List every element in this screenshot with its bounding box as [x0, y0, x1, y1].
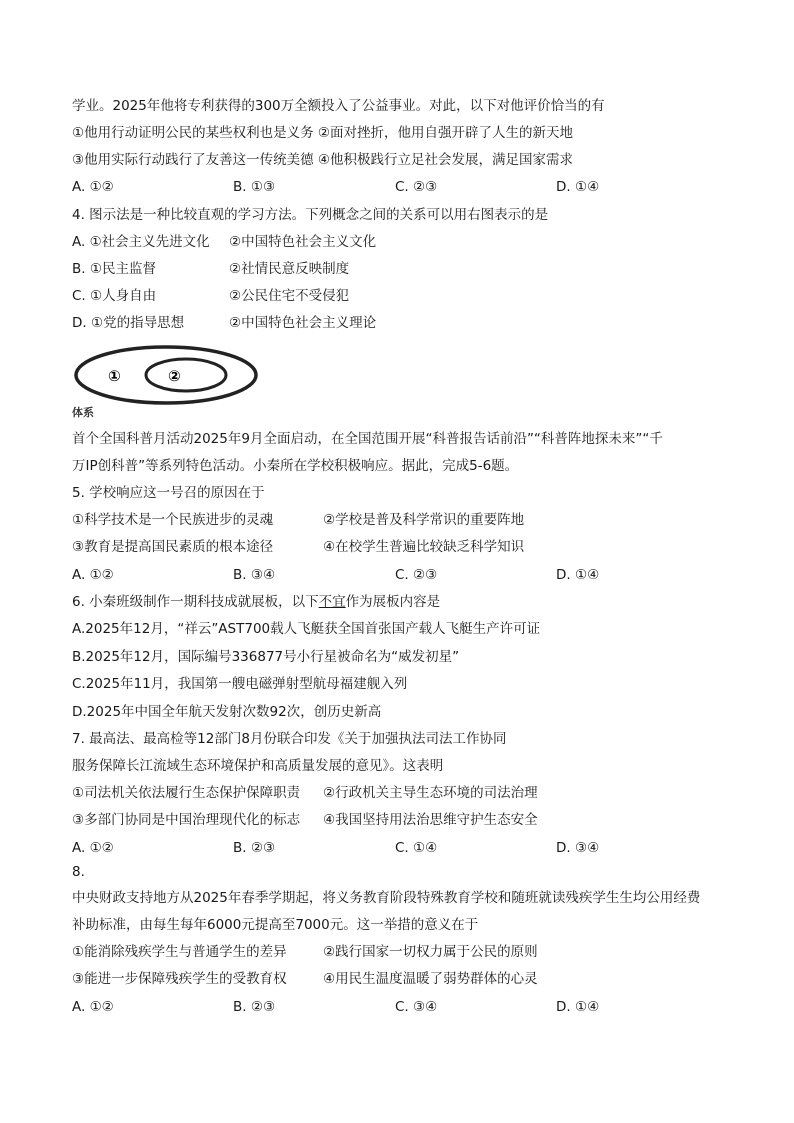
q4-choice-a-left: A. ①社会主义先进文化: [72, 234, 210, 250]
q6-stem-part: 作为展板内容是: [345, 594, 441, 610]
passage-line: 首个全国科普月活动2025年9月全面启动，在全国范围开展“科普报告话前沿”“科普阵地探未来”“千: [72, 431, 663, 447]
option-d: D. ①④: [556, 179, 600, 195]
option-d: D. ③④: [556, 840, 600, 856]
option-a: A. ①②: [72, 179, 114, 195]
q6-stem-part: 6. 小秦班级制作一期科技成就展板，以下: [72, 594, 319, 610]
q8-statement-2: ②践行国家一切权力属于公民的原则: [323, 944, 538, 960]
question-8-stem: 中央财政支持地方从2025年春季学期起，将义务教育阶段特殊教育学校和随班就读残疾学生生均公用经费: [72, 890, 701, 906]
q6-choice-a: A.2025年12月，“祥云”AST700载人飞艇获全国首张国产载人飞艇生产许可证: [72, 621, 541, 637]
answer-options: [72, 566, 732, 584]
q7-statement-4: ④我国坚持用法治思维守护生态安全: [323, 812, 538, 828]
option-c: C. ③④: [395, 999, 438, 1015]
question-6-stem: [72, 593, 440, 611]
question-7-stem: 服务保障长江流域生态环境保护和高质量发展的意见》。这表明: [72, 758, 444, 774]
option-c: C. ②③: [395, 179, 438, 195]
outer-ellipse: [76, 347, 256, 403]
option-d: D. ①④: [556, 567, 600, 583]
q7-statements-row: [72, 784, 672, 802]
passage-line: 万IP创科普”等系列特色活动。小秦所在学校积极响应。据此，完成5-6题。: [72, 458, 519, 474]
question-7-stem: 7. 最高法、最高检等12部门8月份联合印发《关于加强执法司法工作协同: [72, 731, 507, 747]
q7-statement-2: ②行政机关主导生态环境的司法治理: [323, 785, 538, 801]
q8-statements-row: [72, 943, 672, 961]
option-b: B. ①③: [233, 179, 276, 195]
question-4-stem: 4. 图示法是一种比较直观的学习方法。下列概念之间的关系可以用右图表示的是: [72, 207, 549, 223]
q4-choice-c-right: ②公民住宅不受侵犯: [229, 288, 350, 304]
answer-options: [72, 998, 732, 1016]
q4-choice-d-right: ②中国特色社会主义理论: [229, 315, 377, 331]
answer-options: [72, 839, 732, 857]
q5-statements-row: [72, 538, 672, 556]
q8-statement-4: ④用民生温度温暖了弱势群体的心灵: [323, 971, 538, 987]
question-5-stem: 5. 学校响应这一号召的原因在于: [72, 485, 265, 501]
nested-ellipse-diagram: [72, 343, 262, 407]
outer-label: ①: [108, 367, 121, 385]
intro-line: 学业。2025年他将专利获得的300万全额投入了公益事业。对此，以下对他评价恰当的有: [72, 98, 605, 114]
q5-statement-4: ④在校学生普遍比较缺乏科学知识: [323, 539, 525, 555]
option-c: C. ①④: [395, 840, 438, 856]
question-8-stem: 补助标准，由每生每年6000元提高至7000元。这一举措的意义在于: [72, 917, 479, 933]
option-b: B. ②③: [233, 999, 276, 1015]
option-a: A. ①②: [72, 999, 114, 1015]
q7-statement-1: ①司法机关依法履行生态保护保障职责: [72, 785, 301, 801]
q7-statements-row: [72, 811, 672, 829]
q4-choice-a: [72, 233, 672, 251]
q4-choice-a-right: ②中国特色社会主义文化: [229, 234, 377, 250]
option-b: B. ②③: [233, 840, 276, 856]
q5-statement-2: ②学校是普及科学常识的重要阵地: [323, 512, 525, 528]
q4-choice-d-left: D. ①党的指导思想: [72, 315, 185, 331]
q5-statements-row: [72, 511, 672, 529]
q4-choice-c-left: C. ①人身自由: [72, 288, 157, 304]
q8-statement-3: ③能进一步保障残疾学生的受教育权: [72, 971, 287, 987]
diagram-caption: 体系: [72, 406, 94, 419]
option-d: D. ①④: [556, 999, 600, 1015]
option-a: A. ①②: [72, 567, 114, 583]
option-b: B. ③④: [233, 567, 276, 583]
option-c: C. ②③: [395, 567, 438, 583]
q7-statement-3: ③多部门协同是中国治理现代化的标志: [72, 812, 301, 828]
q5-statement-3: ③教育是提高国民素质的根本途径: [72, 539, 274, 555]
q4-choice-d: [72, 314, 672, 332]
q5-statement-1: ①科学技术是一个民族进步的灵魂: [72, 512, 274, 528]
q8-statements-row: [72, 970, 672, 988]
inner-label: ②: [168, 367, 181, 385]
intro-statement: ①他用行动证明公民的某些权利也是义务 ②面对挫折，他用自强开辟了人生的新天地: [72, 125, 573, 141]
question-8-number: 8.: [72, 864, 85, 880]
q6-choice-c: C.2025年11月，我国第一艘电磁弹射型航母福建舰入列: [72, 676, 408, 692]
q4-choice-c: [72, 287, 672, 305]
option-a: A. ①②: [72, 840, 114, 856]
q6-stem-emphasis: 不宜: [318, 594, 346, 610]
answer-options: [72, 178, 732, 196]
q4-choice-b: [72, 260, 672, 278]
q8-statement-1: ①能消除残疾学生与普通学生的差异: [72, 944, 287, 960]
intro-statement: ③他用实际行动践行了友善这一传统美德 ④他积极践行立足社会发展，满足国家需求: [72, 152, 573, 168]
q4-choice-b-right: ②社情民意反映制度: [229, 261, 350, 277]
q4-choice-b-left: B. ①民主监督: [72, 261, 156, 277]
q6-choice-b: B.2025年12月，国际编号336877号小行星被命名为“威发初星”: [72, 649, 460, 665]
q6-choice-d: D.2025年中国全年航天发射次数92次，创历史新高: [72, 704, 382, 720]
inner-ellipse: [146, 359, 226, 391]
